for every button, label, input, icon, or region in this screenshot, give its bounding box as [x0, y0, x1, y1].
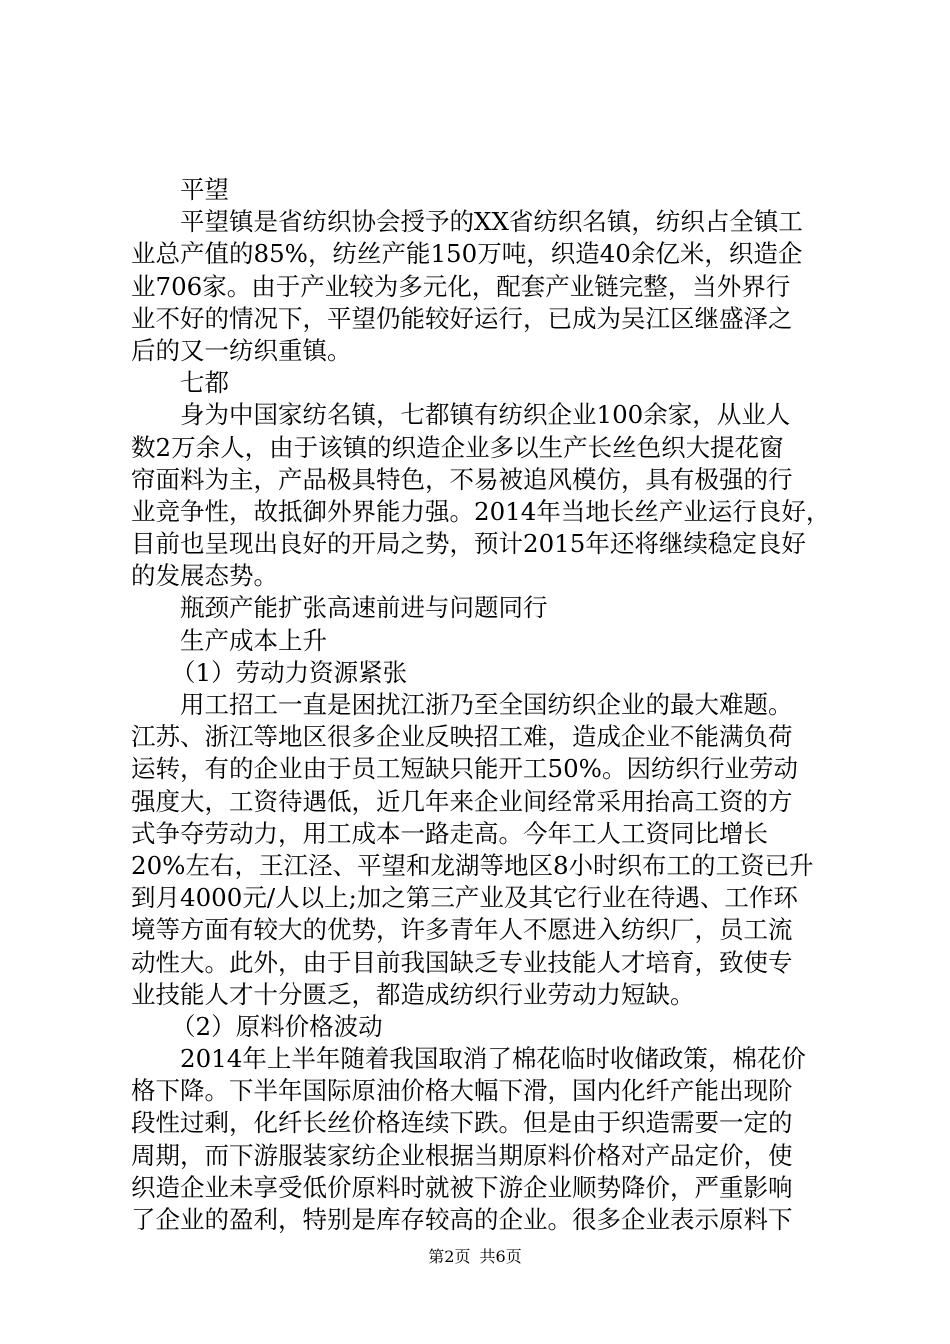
paragraph-line: 业总产值的85%，纺丝产能150万吨，织造40余亿米，织造企 [131, 239, 803, 269]
paragraph-line: 业技能人才十分匮乏，都造成纺织行业劳动力短缺。 [131, 979, 695, 1009]
paragraph-line: 格下降。下半年国际原油价格大幅下滑，国内化纤产能出现阶 [131, 1076, 793, 1106]
section-heading: 七都 [180, 368, 229, 398]
paragraph-line: 帘面料为主，产品极具特色，不易被追风模仿，具有极强的行 [131, 464, 793, 494]
paragraph-line: 周期，而下游服装家纺企业根据当期原料价格对产品定价，使 [131, 1140, 793, 1170]
paragraph-line: 业706家。由于产业较为多元化，配套产业链完整，当外界行 [131, 271, 791, 301]
paragraph-line: 数2万余人，由于该镇的织造企业多以生产长丝色织大提花窗 [131, 432, 784, 462]
paragraph-line: 的发展态势。 [131, 561, 278, 591]
paragraph-line: 业竞争性，故抵御外界能力强。2014年当地长丝产业运行良好， [131, 496, 831, 526]
paragraph-line: 了企业的盈利，特别是库存较高的企业。很多企业表示原料下 [131, 1205, 793, 1234]
paragraph-line: 运转，有的企业由于员工短缺只能开工50%。因纺织行业劳动 [131, 754, 798, 784]
paragraph-line: 身为中国家纺名镇，七都镇有纺织企业100余家，从业人 [180, 400, 791, 430]
document-body [131, 174, 831, 1236]
page-footer [0, 1247, 950, 1267]
paragraph-line: 强度大，工资待遇低，近几年来企业间经常采用抬高工资的方 [131, 786, 793, 816]
subsection-heading: （1）劳动力资源紧张 [171, 657, 408, 687]
paragraph-line: 平望镇是省纺织协会授予的XX省纺织名镇，纺织占全镇工 [180, 207, 803, 237]
section-heading: 瓶颈产能扩张高速前进与问题同行 [180, 593, 548, 623]
paragraph-line: 境等方面有较大的优势，许多青年人不愿进入纺织厂，员工流 [131, 915, 793, 945]
section-heading: 生产成本上升 [180, 625, 327, 655]
paragraph-line: 20%左右，王江泾、平望和龙湖等地区8小时织布工的工资已升 [131, 850, 814, 880]
page-total: 共6页 [479, 1247, 522, 1266]
subsection-heading: （2）原料价格波动 [171, 1011, 383, 1041]
paragraph-line: 式争夺劳动力，用工成本一路走高。今年工人工资同比增长 [131, 818, 768, 848]
paragraph-line: 到月4000元/人以上;加之第三产业及其它行业在待遇、工作环 [131, 883, 798, 913]
section-heading: 平望 [180, 175, 229, 204]
paragraph-line: 动性大。此外，由于目前我国缺乏专业技能人才培育，致使专 [131, 947, 793, 977]
page-number: 第2页 [428, 1247, 471, 1266]
paragraph-line: 用工招工一直是困扰江浙乃至全国纺织企业的最大难题。 [180, 690, 793, 719]
paragraph-line: 后的又一纺织重镇。 [131, 335, 352, 365]
paragraph-line: 业不好的情况下，平望仍能较好运行，已成为吴江区继盛泽之 [131, 303, 793, 333]
paragraph-line: 段性过剩，化纤长丝价格连续下跌。但是由于织造需要一定的 [131, 1108, 793, 1138]
paragraph-line: 目前也呈现出良好的开局之势，预计2015年还将继续稳定良好 [131, 529, 806, 559]
paragraph-line: 2014年上半年随着我国取消了棉花临时收储政策，棉花价 [180, 1044, 806, 1074]
paragraph-line: 江苏、浙江等地区很多企业反映招工难，造成企业不能满负荷 [131, 722, 793, 752]
paragraph-line: 织造企业未享受低价原料时就被下游企业顺势降价，严重影响 [131, 1172, 793, 1202]
